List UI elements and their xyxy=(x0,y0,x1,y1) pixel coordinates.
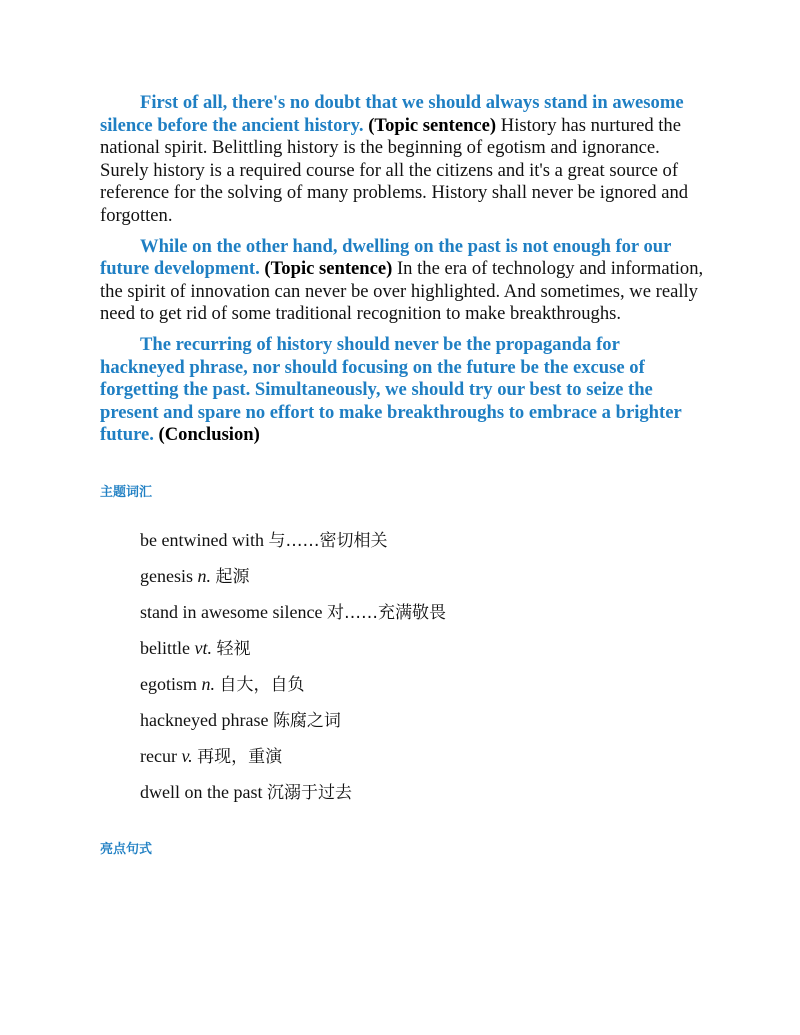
conclusion-sentence: The recurring of history should never be the propaganda for hackneyed phrase, nor should focusing on the future be the excuse of forgetting the past. Simultaneously, we should try our best to seize the present and spare no effort to make breakthroughs to embrace a brighter future. xyxy=(100,333,682,446)
topic-sentence: While on the other hand, dwelling on the past is not enough for our future development. xyxy=(100,235,672,280)
essay-paragraph-2 xyxy=(100,236,704,326)
sentence-label: (Topic sentence) xyxy=(368,114,497,136)
vocab-meaning: 对……充满敬畏 xyxy=(326,602,446,623)
vocab-term: be entwined with xyxy=(140,529,264,550)
vocab-item xyxy=(140,558,704,594)
vocab-pos: v. xyxy=(181,745,193,766)
vocab-meaning: 与……密切相关 xyxy=(268,530,388,551)
vocab-item xyxy=(140,630,704,666)
vocab-term: egotism xyxy=(140,673,197,694)
vocab-item xyxy=(140,702,704,738)
vocab-meaning: 陈腐之词 xyxy=(272,710,341,731)
vocab-meaning: 自大，自负 xyxy=(219,674,305,695)
vocab-term: stand in awesome silence xyxy=(140,601,323,622)
vocab-meaning: 轻视 xyxy=(216,638,251,659)
document-page xyxy=(100,92,704,857)
vocab-term: recur xyxy=(140,745,177,766)
sentence-label: (Conclusion) xyxy=(158,424,260,446)
vocab-item xyxy=(140,594,704,630)
vocab-meaning: 再现，重演 xyxy=(197,746,283,767)
vocab-pos: n. xyxy=(201,673,215,694)
sentence-label: (Topic sentence) xyxy=(264,258,393,280)
paragraph-body: History has nurtured the national spirit. Belittling history is the beginning of egotism and ignorance. Surely history is a required course for all the citizens and it's a great source of reference for the solving of many problems. History shall never be ignored and forgotten. xyxy=(100,114,689,226)
vocab-item xyxy=(140,522,704,558)
vocab-pos: vt. xyxy=(194,637,212,658)
vocab-term: dwell on the past xyxy=(140,781,263,802)
vocab-item xyxy=(140,666,704,702)
vocab-heading: 主题词汇 xyxy=(100,484,153,500)
vocab-term: genesis xyxy=(140,565,193,586)
vocab-term: hackneyed phrase xyxy=(140,709,269,730)
essay-paragraph-1 xyxy=(100,92,704,228)
vocab-pos: n. xyxy=(197,565,211,586)
topic-sentence: First of all, there's no doubt that we should always stand in awesome silence before the ancient history. xyxy=(100,92,684,136)
essay-paragraph-conclusion xyxy=(100,334,704,447)
vocab-item xyxy=(140,738,704,774)
vocab-list xyxy=(100,522,704,810)
paragraph-body: In the era of technology and information, the spirit of innovation can never be over highlighted. And sometimes, we really need to get rid of some traditional recognition to make breakthroughs. xyxy=(100,258,704,325)
vocab-meaning: 起源 xyxy=(215,566,250,587)
vocab-item xyxy=(140,774,704,810)
vocab-meaning: 沉溺于过去 xyxy=(266,782,352,803)
vocab-term: belittle xyxy=(140,637,190,658)
highlights-heading: 亮点句式 xyxy=(100,841,153,857)
